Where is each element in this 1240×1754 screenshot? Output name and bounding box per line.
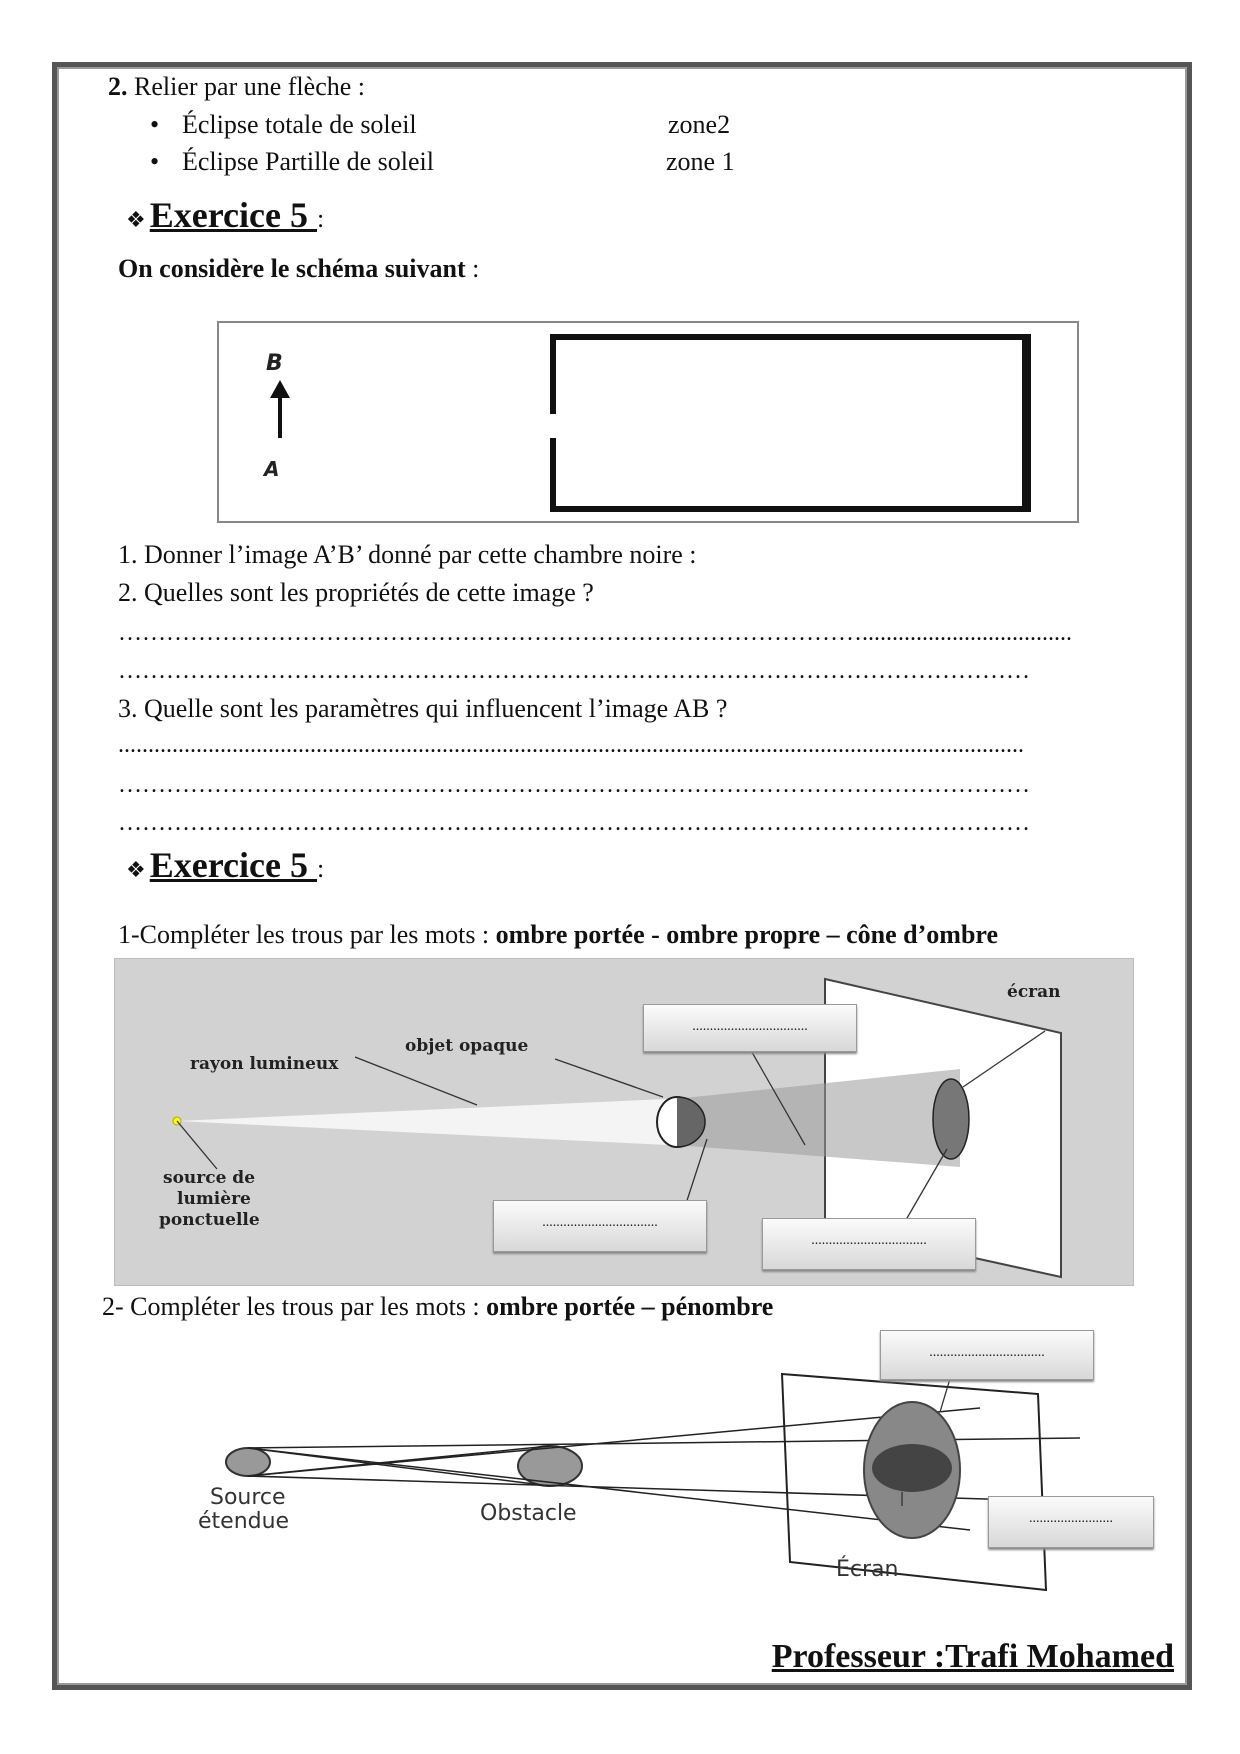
ex5b-q2-words: ombre portée – pénombre (486, 1292, 774, 1321)
ex5a-intro-rest: : (465, 254, 480, 283)
ex5a-heading (126, 194, 324, 236)
light-cone (177, 1099, 667, 1145)
camera-obscura-diagram (214, 318, 1084, 530)
q2-text: Relier par une flèche : (134, 72, 365, 101)
q2-item-2: • (150, 147, 160, 176)
diamond-bullet-icon: ❖ (126, 857, 146, 882)
ex5a-title: Exercice 5 (149, 195, 317, 235)
label-source-etendue-2: étendue (198, 1509, 290, 1534)
extended-source (226, 1448, 270, 1476)
ex5b-q2 (102, 1292, 773, 1322)
ex5b-q2-prefix: 2- Compléter les trous par les mots : (102, 1292, 487, 1321)
shadow-cone (675, 1069, 960, 1167)
ex5a-q3: 3. Quelle sont les paramètres qui influencent l’image AB ? (118, 694, 728, 723)
ex5b-q1-prefix: 1-Compléter les trous par les mots : (118, 920, 496, 949)
teacher-signature: Professeur :Trafi Mohamed (771, 1638, 1174, 1675)
answer-line-1[interactable]: …………………………………………………………………………………................................... (118, 620, 1072, 646)
label-source-etendue-1: Source (210, 1485, 286, 1510)
blank-box-penumbra[interactable]: ................................. (880, 1330, 1094, 1380)
answer-line-5[interactable]: …………………………………………………………………………………………………… (118, 810, 1030, 836)
ex5b-title: Exercice 5 (149, 845, 317, 885)
label-source-2: lumière (177, 1189, 251, 1209)
label-a: A (264, 457, 280, 481)
ex5b-heading (126, 844, 324, 886)
label-ecran: écran (1007, 982, 1061, 1002)
q2-number: 2. (108, 72, 128, 101)
label-source-3: ponctuelle (159, 1210, 260, 1230)
label-ecran-2: Écran (836, 1557, 899, 1582)
ex5b-colon: : (317, 854, 325, 883)
label-rayon-lumineux: rayon lumineux (190, 1054, 339, 1074)
label-objet-opaque: objet opaque (405, 1036, 529, 1056)
blank-box-own-shadow[interactable]: ................................. (493, 1200, 707, 1252)
q2-item-2-left: Éclipse Partille de soleil (182, 147, 434, 176)
diamond-bullet-icon: ❖ (126, 207, 146, 232)
q2-item-1-left: Éclipse totale de soleil (182, 110, 417, 139)
answer-line-3[interactable]: ....................................................................................................................................................... (118, 732, 1024, 758)
ex5b-q1-words: ombre portée - ombre propre – cône d’ombre (495, 920, 999, 949)
answer-line-4[interactable]: …………………………………………………………………………………………………… (118, 772, 1030, 798)
label-b: B (266, 351, 283, 376)
cast-shadow (933, 1079, 969, 1159)
label-obstacle: Obstacle (480, 1501, 577, 1526)
diagram-border (218, 322, 1078, 522)
blank-box-cast-shadow[interactable]: ................................. (762, 1218, 976, 1270)
q2-item-1-right: zone2 (668, 110, 731, 139)
q2-item-1: • (150, 110, 160, 139)
ex5a-colon: : (317, 204, 325, 233)
blank-box-cone[interactable]: ................................. (643, 1004, 857, 1052)
ex5a-intro (118, 254, 479, 284)
ex5b-q1 (118, 920, 998, 950)
q2-header (108, 72, 365, 102)
ex5a-q1: 1. Donner l’image A’B’ donné par cette chambre noire : (118, 540, 697, 569)
umbra (872, 1444, 952, 1492)
ex5a-intro-bold: On considère le schéma suivant (118, 254, 466, 283)
blank-box-umbra[interactable]: ........................ (988, 1496, 1154, 1548)
answer-line-2[interactable]: …………………………………………………………………………………………………… (118, 658, 1030, 684)
ex5a-q2: 2. Quelles sont les propriétés de cette image ? (118, 578, 594, 607)
label-source-1: source de (163, 1168, 256, 1188)
q2-item-2-right: zone 1 (666, 147, 735, 176)
